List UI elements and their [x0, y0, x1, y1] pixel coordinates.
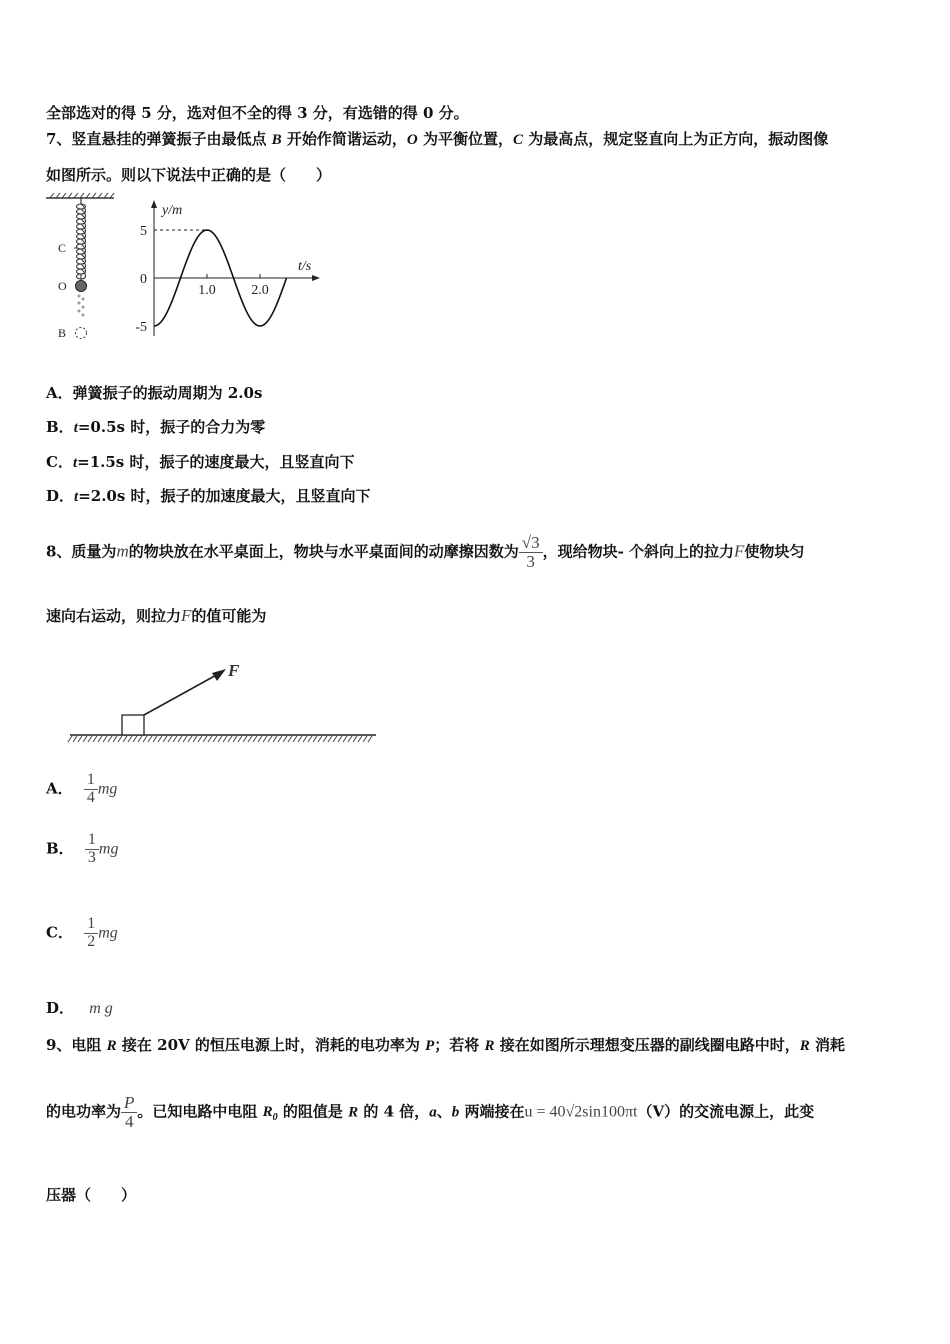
q9-var-r-4: R [348, 1104, 359, 1121]
q7-stem-line1 [46, 128, 828, 149]
q7-text-a: 7、竖直悬挂的弹簧振子由最低点 [46, 130, 272, 148]
q8-force-symbol-2: F [181, 606, 192, 625]
q8-option-c-fraction [84, 916, 98, 951]
q9-text-1a: 9、电阻 [46, 1036, 107, 1054]
q9-stem-line3: 压器（ ） [46, 1186, 137, 1204]
force-arrow [144, 673, 220, 715]
q7-option-letter: C． [46, 453, 73, 471]
x-tick-label: 2.0 [251, 283, 269, 298]
q8-text-4: 使物块匀 [744, 542, 805, 561]
y-axis-label: y/m [162, 203, 183, 218]
q7-option-d[interactable] [46, 485, 371, 506]
x-tick-label: 1.0 [198, 283, 216, 298]
q8-option-c-suffix: mg [98, 924, 118, 942]
q8-option-a-fraction [84, 772, 98, 807]
q9-frac-num: P [121, 1094, 137, 1113]
q8-text-2: 的物块放在水平桌面上，物块与水平桌面间的动摩擦因数为 [128, 542, 519, 561]
spring-label-c: C [58, 241, 67, 255]
q8-mu-fraction [519, 534, 543, 571]
q8-option-a[interactable] [46, 772, 117, 807]
q7-option-text-rest: =2.0s 时，振子的加速度最大，且竖直向下 [78, 487, 371, 505]
q9-r0-symbol: R [262, 1104, 273, 1121]
q8-option-a-num: 1 [84, 772, 98, 790]
q9-var-a: a [429, 1104, 437, 1121]
q8-option-b-num: 1 [85, 832, 99, 850]
q8-text-1: 8、质量为 [46, 542, 117, 561]
q9-r0-subscript: 0 [272, 1112, 278, 1124]
q7-var-o: O [406, 132, 418, 148]
q7-option-text: 弹簧振子的振动周期为 2.0s [72, 384, 263, 402]
spring-label-b: B [58, 326, 67, 340]
q7-option-letter: D． [46, 487, 75, 505]
q7-option-variable: t [73, 420, 78, 436]
q8-option-b-den: 3 [87, 848, 96, 866]
q7-option-variable: t [72, 455, 78, 471]
q9-text-1b: 接在 20V 的恒压电源上时，消耗的电功率为 [116, 1036, 426, 1054]
q8-text-3: ，现给物块- 个斜向上的拉力 [542, 542, 735, 561]
q9-text-2e: 两端接在 [459, 1102, 525, 1121]
q7-var-b: B [271, 132, 282, 148]
q8-stem-line1 [46, 534, 804, 571]
q8-option-a-suffix: mg [97, 780, 118, 798]
x-axis-label: t/s [298, 259, 312, 274]
q8-force-symbol: F [734, 541, 745, 561]
q8-line2-a: 速向右运动，则拉力 [46, 607, 182, 625]
q8-option-c[interactable] [46, 916, 118, 951]
q8-mu-numerator: √3 [519, 534, 543, 553]
q9-text-2b: 。已知电路中电阻 [137, 1102, 263, 1121]
q9-var-r: R [106, 1038, 117, 1054]
spring-label-o: O [58, 279, 67, 293]
q8-option-d[interactable] [46, 997, 113, 1018]
q8-option-c-letter: C． [46, 923, 73, 942]
q7-text-c: 为平衡位置， [417, 130, 513, 148]
q9-var-r0 [262, 1104, 278, 1124]
q8-option-c-den: 2 [87, 932, 96, 950]
q7-option-a[interactable] [46, 382, 262, 403]
y-tick-label: 5 [140, 224, 147, 239]
x-axis-arrow [312, 275, 320, 281]
q9-stem-line2 [46, 1094, 814, 1131]
q8-option-b[interactable] [46, 832, 118, 867]
q8-stem-line2 [46, 605, 266, 626]
q9-text-1c: ；若将 [434, 1036, 485, 1054]
q9-power-fraction [121, 1094, 137, 1131]
q8-option-b-suffix: mg [98, 840, 119, 858]
q7-option-text-rest: =1.5s 时，振子的速度最大，且竖直向下 [77, 453, 355, 471]
q7-option-letter: B． [46, 418, 74, 436]
q7-var-c: C [513, 132, 524, 148]
q9-text-2a: 的电功率为 [46, 1102, 122, 1121]
q9-var-r-2: R [484, 1038, 495, 1054]
q9-var-b: b [451, 1104, 460, 1121]
q8-option-d-letter: D． [46, 999, 75, 1017]
q9-formula: u = 40√2sin100πt [524, 1103, 638, 1121]
q7-option-text-rest: =0.5s 时，振子的合力为零 [77, 418, 266, 436]
spring-figure [44, 192, 124, 344]
y-tick-label: 0 [140, 272, 147, 287]
q9-text-2d: 的 4 倍， [358, 1102, 430, 1121]
q9-var-p: P [425, 1038, 435, 1054]
force-arrowhead [212, 669, 226, 681]
q8-mu-denominator: 3 [526, 551, 535, 571]
q7-option-c[interactable] [46, 451, 354, 472]
q8-mass-symbol: m [116, 541, 129, 561]
q7-text-d: 为最高点，规定竖直向上为正方向，振动图像 [523, 130, 829, 148]
q9-frac-den: 4 [124, 1111, 134, 1131]
q9-sep: 、 [436, 1102, 452, 1121]
q8-option-d-suffix: m g [89, 1000, 113, 1017]
intro-text: 全部选对的得 5 分，选对但不全的得 3 分，有选错的得 0 分。 [46, 104, 469, 122]
vibration-chart [130, 196, 330, 346]
q7-option-letter: A． [46, 384, 73, 402]
q7-text-b: 开始作简谐运动， [281, 130, 407, 148]
y-tick-label: -5 [135, 320, 147, 335]
q7-stem-line2: 如图所示。则以下说法中正确的是（ ） [46, 166, 332, 184]
q9-text-2c: 的阻值是 [277, 1102, 349, 1121]
q8-line2-b: 的值可能为 [191, 607, 267, 625]
q8-option-c-num: 1 [84, 916, 98, 934]
q9-text-1e: 消耗 [809, 1036, 845, 1054]
q7-option-b[interactable] [46, 416, 265, 437]
q7-option-variable: t [74, 489, 79, 505]
q8-option-b-letter: B． [46, 839, 74, 858]
q8-option-b-fraction [85, 832, 99, 867]
q9-var-r-3: R [799, 1038, 810, 1054]
force-label: F [228, 661, 240, 680]
q9-stem-line1 [46, 1034, 845, 1055]
block [122, 715, 144, 735]
y-axis-arrow [151, 200, 157, 208]
q9-text-1d: 接在如图所示理想变压器的副线圈电路中时， [494, 1036, 800, 1054]
q9-text-2f: （V）的交流电源上，此变 [637, 1102, 815, 1121]
q8-option-a-letter: A． [46, 779, 73, 798]
q8-option-a-den: 4 [86, 788, 95, 806]
block-force-figure [66, 660, 382, 750]
